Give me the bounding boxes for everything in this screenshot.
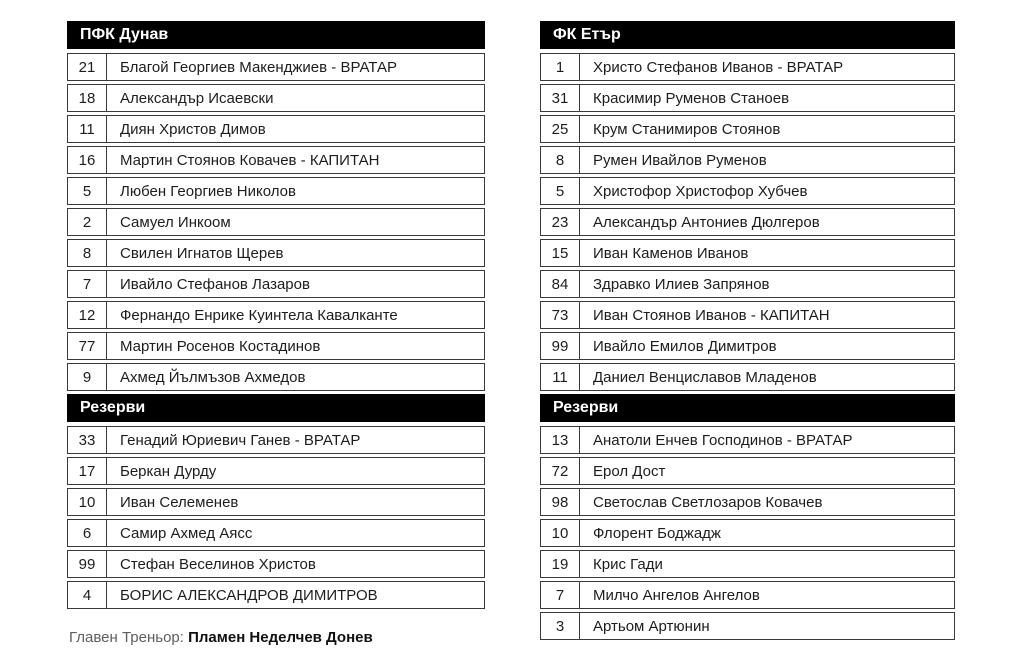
player-number: 4 xyxy=(68,582,107,608)
roster-row xyxy=(67,270,485,298)
roster-row xyxy=(540,363,955,391)
player-name: Самир Ахмед Аясс xyxy=(120,524,253,542)
team-table-away xyxy=(540,21,955,643)
roster-row xyxy=(67,115,485,143)
head-coach-name: Пламен Неделчев Донев xyxy=(188,629,373,646)
player-name: Крум Станимиров Стоянов xyxy=(593,120,781,138)
player-name: Ивайло Стефанов Лазаров xyxy=(120,275,310,293)
player-name: Румен Ивайлов Руменов xyxy=(593,151,767,169)
player-number: 11 xyxy=(68,116,107,142)
roster-row xyxy=(540,612,955,640)
player-name: Мартин Стоянов Ковачев - КАПИТАН xyxy=(120,151,380,169)
roster-row xyxy=(67,146,485,174)
roster-row xyxy=(540,239,955,267)
reserves-header: Резерви xyxy=(67,394,485,422)
player-name: Мартин Росенов Костадинов xyxy=(120,337,321,355)
roster-row xyxy=(67,426,485,454)
roster-row xyxy=(67,488,485,516)
team-name-header: ФК Етър xyxy=(540,21,955,49)
player-number: 84 xyxy=(541,271,580,297)
player-name: Ерол Дост xyxy=(593,462,666,480)
roster-row xyxy=(540,270,955,298)
head-coach-label: Главен Треньор: xyxy=(69,629,184,646)
player-number: 5 xyxy=(541,178,580,204)
player-name: Анатоли Енчев Господинов - ВРАТАР xyxy=(593,431,853,449)
player-number: 16 xyxy=(68,147,107,173)
player-name: Фернандо Енрике Куинтела Кавалканте xyxy=(120,306,398,324)
player-number: 18 xyxy=(68,85,107,111)
player-name: Александър Антониев Дюлгеров xyxy=(593,213,820,231)
roster-row xyxy=(67,177,485,205)
roster-row xyxy=(540,208,955,236)
player-name: Христо Стефанов Иванов - ВРАТАР xyxy=(593,58,844,76)
player-number: 3 xyxy=(541,613,580,639)
roster-row xyxy=(540,301,955,329)
player-name: Светослав Светлозаров Ковачев xyxy=(593,493,823,511)
player-number: 21 xyxy=(68,54,107,80)
roster-row xyxy=(67,239,485,267)
player-number: 77 xyxy=(68,333,107,359)
roster-row xyxy=(67,301,485,329)
starters-list xyxy=(67,53,485,391)
player-name: Свилен Игнатов Щерев xyxy=(120,244,284,262)
player-number: 73 xyxy=(541,302,580,328)
roster-row xyxy=(540,550,955,578)
player-number: 9 xyxy=(68,364,107,390)
player-name: Здравко Илиев Запрянов xyxy=(593,275,770,293)
player-name: Генадий Юриевич Ганев - ВРАТАР xyxy=(120,431,361,449)
player-name: Самуел Инкоом xyxy=(120,213,231,231)
reserves-list xyxy=(67,426,485,609)
roster-row xyxy=(67,53,485,81)
player-number: 13 xyxy=(541,427,580,453)
roster-row xyxy=(540,53,955,81)
team-name-header: ПФК Дунав xyxy=(67,21,485,49)
roster-row xyxy=(67,84,485,112)
player-number: 99 xyxy=(68,551,107,577)
player-number: 7 xyxy=(68,271,107,297)
player-number: 2 xyxy=(68,209,107,235)
player-number: 19 xyxy=(541,551,580,577)
player-name: Флорент Боджадж xyxy=(593,524,721,542)
player-number: 12 xyxy=(68,302,107,328)
player-name: Красимир Руменов Станоев xyxy=(593,89,790,107)
player-number: 31 xyxy=(541,85,580,111)
player-number: 11 xyxy=(541,364,580,390)
player-number: 8 xyxy=(68,240,107,266)
player-name: Беркан Дурду xyxy=(120,462,217,480)
team-table-home xyxy=(67,21,485,612)
player-number: 15 xyxy=(541,240,580,266)
roster-row xyxy=(540,426,955,454)
player-number: 5 xyxy=(68,178,107,204)
player-name: Александър Исаевски xyxy=(120,89,274,107)
player-name: Иван Каменов Иванов xyxy=(593,244,749,262)
player-number: 23 xyxy=(541,209,580,235)
player-name: Диян Христов Димов xyxy=(120,120,266,138)
player-name: БОРИС АЛЕКСАНДРОВ ДИМИТРОВ xyxy=(120,586,378,604)
roster-row xyxy=(540,146,955,174)
player-name: Благой Георгиев Макенджиев - ВРАТАР xyxy=(120,58,397,76)
player-name: Христофор Христофор Хубчев xyxy=(593,182,808,200)
reserves-list xyxy=(540,426,955,640)
player-number: 17 xyxy=(68,458,107,484)
player-number: 10 xyxy=(541,520,580,546)
player-name: Иван Селеменев xyxy=(120,493,239,511)
player-name: Ахмед Йълмъзов Ахмедов xyxy=(120,368,306,386)
roster-row xyxy=(540,457,955,485)
player-number: 7 xyxy=(541,582,580,608)
reserves-header: Резерви xyxy=(540,394,955,422)
starters-list xyxy=(540,53,955,391)
roster-row xyxy=(540,115,955,143)
player-name: Любен Георгиев Николов xyxy=(120,182,296,200)
player-number: 98 xyxy=(541,489,580,515)
player-number: 8 xyxy=(541,147,580,173)
player-name: Даниел Венциславов Младенов xyxy=(593,368,817,386)
player-number: 25 xyxy=(541,116,580,142)
player-name: Стефан Веселинов Христов xyxy=(120,555,316,573)
head-coach-line xyxy=(69,629,373,646)
player-name: Иван Стоянов Иванов - КАПИТАН xyxy=(593,306,830,324)
roster-row xyxy=(540,332,955,360)
roster-row xyxy=(67,363,485,391)
player-name: Милчо Ангелов Ангелов xyxy=(593,586,760,604)
player-number: 10 xyxy=(68,489,107,515)
roster-row xyxy=(67,581,485,609)
roster-row xyxy=(67,457,485,485)
player-number: 72 xyxy=(541,458,580,484)
roster-row xyxy=(67,550,485,578)
roster-row xyxy=(67,208,485,236)
player-name: Ивайло Емилов Димитров xyxy=(593,337,777,355)
roster-row xyxy=(540,519,955,547)
roster-row xyxy=(540,84,955,112)
player-number: 1 xyxy=(541,54,580,80)
player-number: 6 xyxy=(68,520,107,546)
player-name: Артьом Артюнин xyxy=(593,617,710,635)
roster-row xyxy=(540,488,955,516)
roster-row xyxy=(540,581,955,609)
roster-row xyxy=(67,332,485,360)
roster-row xyxy=(67,519,485,547)
player-name: Крис Гади xyxy=(593,555,663,573)
roster-row xyxy=(540,177,955,205)
player-number: 33 xyxy=(68,427,107,453)
player-number: 99 xyxy=(541,333,580,359)
